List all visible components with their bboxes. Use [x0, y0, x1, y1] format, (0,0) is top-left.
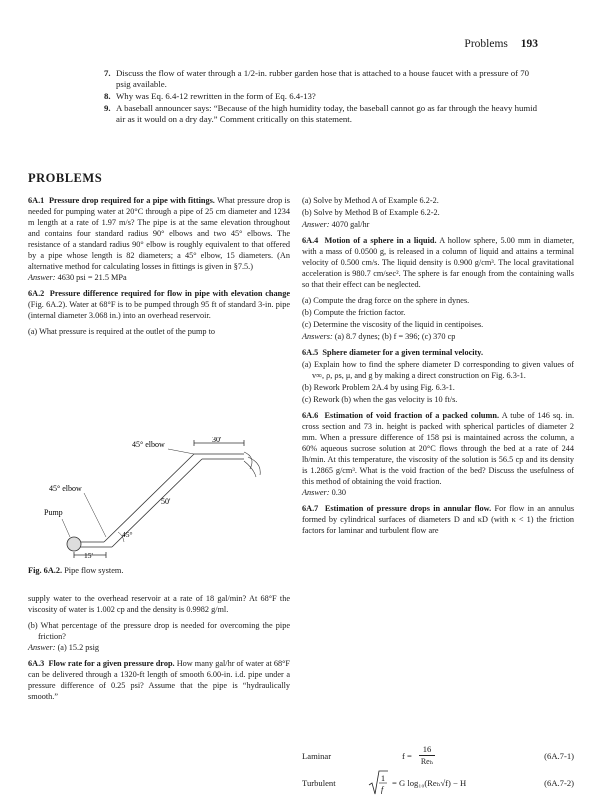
- label-45deg: 45°: [122, 530, 133, 539]
- label-30ft: 30': [212, 437, 222, 444]
- problem-6A6: 6A.6 Estimation of void fraction of a packed column. A tube of 146 sq. in. cross section and 73 in. height is packed with spherical particles of diameter 2 mm. When a pressure difference of 158 psi is maintained across the column, a 60% aqueous sucrose solution at 20°C flows through the bed at a rate of 244 lb/min. At this temperature, the viscosity of the solution is 56.5 cp and its density is 1.2865 g/cm³. What is the void fraction of the bed? Discuss the usefulness of this method of obtaining the void fraction. Answer: 0.30: [302, 411, 575, 497]
- left-column-bottom: [28, 593, 290, 707]
- problem-6A4-answer: Answers: (a) 8.7 dynes; (b) f = 396; (c) 370 cp: [302, 332, 456, 341]
- pump-symbol: [67, 537, 81, 551]
- problem-6A3-part-a: (a) Solve by Method A of Example 6.2-2.: [302, 196, 439, 205]
- label-elbow-bottom: 45° elbow: [49, 484, 82, 493]
- label-pump: Pump: [44, 508, 63, 517]
- pump-leader: [62, 519, 70, 537]
- problem-6A3-answer: Answer: 4070 gal/hr: [302, 220, 370, 229]
- problem-6A2-part-a: (a) What pressure is required at the outlet of the pump to: [28, 327, 216, 336]
- problem-6A3-part-b: (b) Solve by Method B of Example 6.2-2.: [302, 208, 440, 217]
- label-50ft: 50': [161, 497, 171, 506]
- problem-6A1: 6A.1 Pressure drop required for a pipe with fittings. What pressure drop is needed for pumping water at 20°C through a pipe of 25 cm diameter and 1234 m length at a rate of 1.97 m/s? The pipe is at the same elevation throughout and contains four standard radius 90° elbows and two 45° elbows. The resistance of a standard radius 90° elbow is roughly equivalent to that offered by a pipe whose length is 82 diameters; a 45° elbow, 15 diameters. (An alternative method for calculating losses in fittings is given in §7.5.) Answer: 4630 psi = 21.5 MPa: [28, 196, 291, 282]
- pipe-wall-upper: [104, 454, 194, 542]
- svg-text:1: 1: [381, 774, 385, 783]
- problem-6A2: 6A.2 Pressure difference required for flow in pipe with elevation change (Fig. 6A.2). Water at 68°F is to be pumped through 95 ft of standard 3-in. pipe (internal diameter 3.068 in.) into an overhead reservoir.: [28, 289, 290, 320]
- running-header: [464, 38, 538, 50]
- problem-6A5: 6A.5 Sphere diameter for a given terminal velocity.: [302, 348, 484, 357]
- problem-6A2-continued: supply water to the overhead reservoir at a rate of 18 gal/min? At 68°F the viscosity of water is 1.002 cp and the density is 0.9982 g/ml.: [28, 594, 290, 614]
- page-number: 193: [520, 38, 538, 50]
- label-elbow-top: 45° elbow: [132, 440, 165, 449]
- problem-6A5-part-a: (a) Explain how to find the sphere diameter D corresponding to given values of v∞, ρ, ρs, μ, and g by making a direct construction on Fig. 6.3-1.: [302, 360, 574, 380]
- right-column: [302, 195, 574, 541]
- problem-6A4: 6A.4 Motion of a sphere in a liquid. A hollow sphere, 5.00 mm in diameter, with a mass of 0.0500 g, is released in a column of liquid and attains a terminal velocity of 0.500 cm/s. The liquid density is 0.900 g/cm³. The local gravitational acceleration is 980.7 cm/sec². The sphere is far enough from the containing walls so that their effect can be neglected.: [302, 236, 575, 289]
- problem-6A5-part-c: (c) Rework (b) when the gas velocity is 10 ft/s.: [302, 395, 458, 404]
- label-15ft: 15': [84, 551, 93, 559]
- reservoir-outlet: [244, 452, 260, 477]
- question-8: 8. Why was Eq. 6.4-12 rewritten in the form of Eq. 6.4-13?: [104, 91, 316, 101]
- elbow-bottom-leader: [84, 493, 106, 537]
- equation-laminar: Laminar f = 16 Reₕ (6A.7-1): [302, 744, 574, 766]
- problem-6A4-part-b: (b) Compute the friction factor.: [302, 308, 406, 317]
- figure-caption: Fig. 6A.2. Pipe flow system.: [28, 566, 124, 575]
- problem-6A5-part-b: (b) Rework Problem 2A.4 by using Fig. 6.3-1.: [302, 383, 455, 392]
- sqrt-one-over-f: [368, 770, 388, 796]
- problem-6A3: 6A.3 Flow rate for a given pressure drop. How many gal/hr of water at 68°F can be delivered through a 1320-ft length of smooth 6.00-in. i.d. pipe under a pressure difference of 0.25 psi? Assume that the pipe is “hydraulically smooth.”: [28, 659, 291, 701]
- svg-text:f: f: [381, 785, 384, 794]
- elbow-top-leader: [168, 449, 194, 454]
- pipe-flow-figure: [44, 437, 284, 559]
- equation-turbulent: Turbulent 1 f = G log₁₀(Reₕ√f) − H (6A.7-2): [302, 770, 574, 796]
- problem-6A2-part-b: (b) What percentage of the pressure drop is needed for overcoming the pipe friction?: [28, 621, 290, 641]
- problem-6A7: 6A.7 Estimation of pressure drops in annular flow. For flow in an annulus formed by cylindrical surfaces of diameters D and κD (with κ < 1) the friction factors for laminar and turbulent flow are: [302, 504, 575, 535]
- header-section: Problems: [464, 38, 508, 50]
- problem-6A2-answer: Answer: (a) 15.2 psig: [28, 643, 100, 652]
- question-7: 7. Discuss the flow of water through a 1/2-in. rubber garden hose that is attached to a house faucet with a pressure of 70 psig available.: [104, 68, 530, 90]
- question-9: 9. A baseball announcer says: “Because of the high humidity today, the baseball cannot go as far through the heavy humid air as it would on a dry day.” Comment critically on this statement.: [104, 103, 538, 125]
- problem-6A4-part-c: (c) Determine the viscosity of the liquid in centipoises.: [302, 320, 484, 329]
- left-column-top: [28, 195, 290, 342]
- section-title: PROBLEMS: [28, 171, 103, 185]
- problem-6A4-part-a: (a) Compute the drag force on the sphere in dynes.: [302, 296, 470, 305]
